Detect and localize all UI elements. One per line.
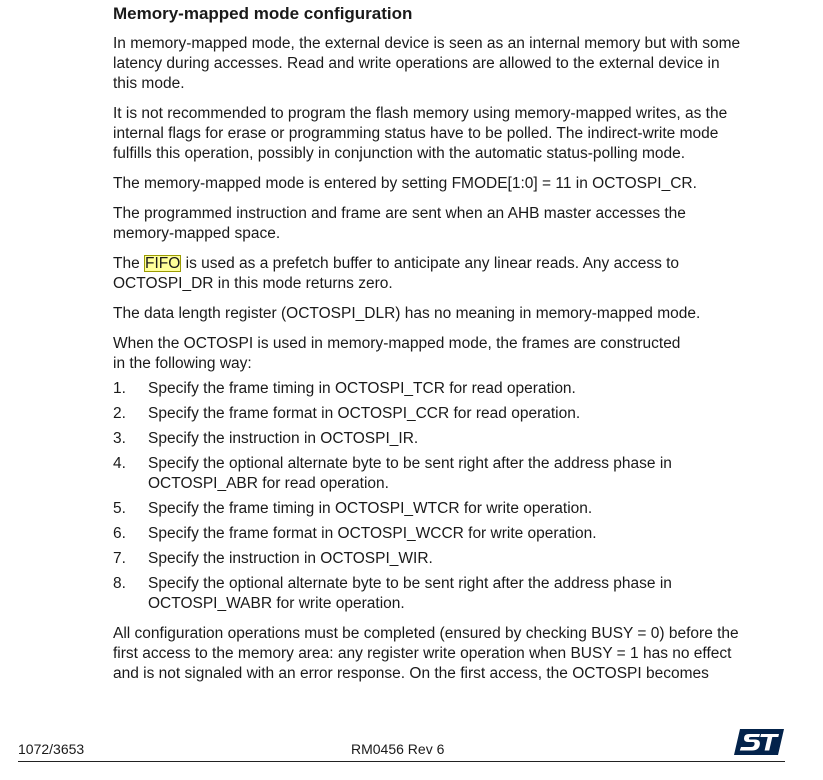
paragraph-dlr: The data length register (OCTOSPI_DLR) has no meaning in memory-mapped mode. <box>113 305 701 322</box>
paragraph-fifo-suffix: is used as a prefetch buffer to anticipate any linear reads. Any access to OCTOSPI_DR in this mode returns zero. <box>113 255 680 292</box>
list-item-text: Specify the frame timing in OCTOSPI_WTCR for write operation. <box>148 500 593 517</box>
list-item-number: 7. <box>113 550 126 567</box>
paragraph-fifo-prefix: The <box>113 255 145 272</box>
st-logo-icon <box>734 729 784 755</box>
footer-document-id: RM0456 Rev 6 <box>351 741 445 757</box>
list-item-text: Specify the frame format in OCTOSPI_WCCR for write operation. <box>148 525 597 542</box>
list-item <box>113 524 793 544</box>
steps-list <box>113 379 793 614</box>
paragraph-overview: In memory-mapped mode, the external device is seen as an internal memory but with some latency during accesses. Read and write operations are allowed to the external device in this mode. <box>113 35 741 92</box>
list-item-text: Specify the frame format in OCTOSPI_CCR for read operation. <box>148 405 581 422</box>
paragraph-flash-warning: It is not recommended to program the flash memory using memory-mapped writes, as the internal flags for erase or programming status have to be polled. The indirect-write mode fulfills this operation, possibly in conjunction with the automatic status-polling mode. <box>113 105 728 162</box>
list-item <box>113 454 793 494</box>
list-item-text: Specify the optional alternate byte to be sent right after the address phase in OCTOSPI_WABR for write operation. <box>148 575 672 612</box>
list-item-text: Specify the instruction in OCTOSPI_IR. <box>148 430 419 447</box>
fifo-link[interactable]: FIFO <box>145 255 181 272</box>
list-item <box>113 404 793 424</box>
list-item-number: 8. <box>113 575 126 592</box>
list-item-number: 5. <box>113 500 126 517</box>
list-item-text: Specify the optional alternate byte to be sent right after the address phase in OCTOSPI_ABR for read operation. <box>148 455 672 492</box>
paragraph-fmode: The memory-mapped mode is entered by setting FMODE[1:0] = 11 in OCTOSPI_CR. <box>113 175 697 192</box>
list-item-number: 2. <box>113 405 126 422</box>
list-item-number: 1. <box>113 380 126 397</box>
document-body <box>113 4 793 694</box>
list-item-number: 4. <box>113 455 126 472</box>
list-item <box>113 574 793 614</box>
list-item <box>113 499 793 519</box>
list-item <box>113 429 793 449</box>
paragraph-busy: All configuration operations must be completed (ensured by checking BUSY = 0) before the first access to the memory area: any register write operation when BUSY = 1 has no effect and is not signaled with an error response. On the first access, the OCTOSPI becomes <box>113 625 739 682</box>
list-item-text: Specify the instruction in OCTOSPI_WIR. <box>148 550 433 567</box>
paragraph-fifo <box>113 254 793 294</box>
section-heading: Memory-mapped mode configuration <box>113 4 413 23</box>
paragraph-ahb-access: The programmed instruction and frame are sent when an AHB master accesses the memory-mapped space. <box>113 205 686 242</box>
footer-divider <box>18 761 785 762</box>
list-item-text: Specify the frame timing in OCTOSPI_TCR for read operation. <box>148 380 576 397</box>
list-item <box>113 549 793 569</box>
list-item <box>113 379 793 399</box>
footer-page-number: 1072/3653 <box>18 741 85 757</box>
list-item-number: 3. <box>113 430 126 447</box>
list-item-number: 6. <box>113 525 126 542</box>
paragraph-frames-intro: When the OCTOSPI is used in memory-mapped mode, the frames are constructed in the following way: <box>113 335 681 372</box>
